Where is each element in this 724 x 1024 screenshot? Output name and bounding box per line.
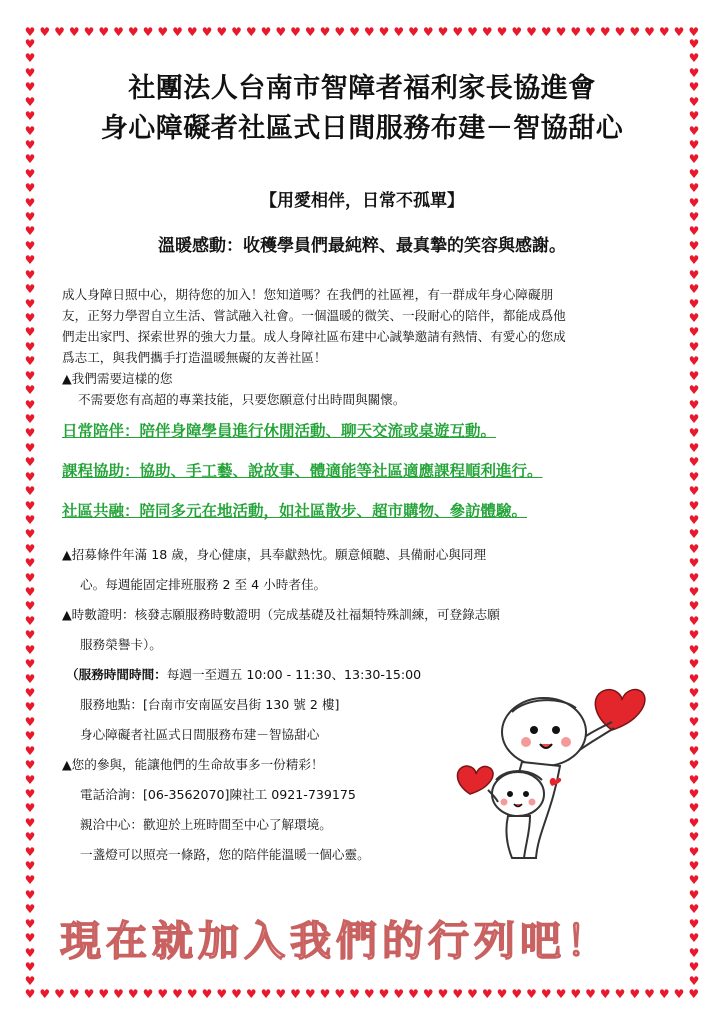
- heart-icon: ♥: [68, 25, 80, 39]
- heart-icon: ♥: [24, 599, 36, 614]
- heart-icon: ♥: [614, 25, 626, 39]
- heart-icon: ♥: [275, 987, 287, 1001]
- heart-icon: ♥: [452, 987, 464, 1001]
- heart-icon: ♥: [54, 987, 65, 1001]
- intro-line: 們走出家門、探索世界的強大力量。成人身障社區布建中心誠摯邀請有熱情、有愛心的您成: [62, 329, 566, 344]
- heart-icon: ♥: [172, 987, 183, 1001]
- heart-icon: ♥: [24, 758, 36, 773]
- heart-icon: ♥: [113, 25, 124, 39]
- heart-icon: ♥: [437, 987, 449, 1001]
- heart-icon: ♥: [24, 94, 36, 109]
- heart-icon: ♥: [540, 987, 552, 1001]
- heart-icon: ♥: [349, 987, 360, 1001]
- heart-icon: ♥: [452, 25, 464, 39]
- heart-icon: ♥: [24, 772, 36, 787]
- heart-icon: ♥: [688, 974, 700, 989]
- heart-icon: ♥: [599, 987, 611, 1001]
- heart-icon: ♥: [24, 613, 36, 628]
- heart-icon: ♥: [83, 987, 95, 1001]
- heart-icon: ♥: [688, 570, 700, 585]
- heart-icon: ♥: [201, 25, 213, 39]
- heart-icon: ♥: [688, 671, 700, 686]
- heart-icon: ♥: [467, 987, 478, 1001]
- heart-icon: ♥: [688, 152, 700, 167]
- heart-icon: ♥: [24, 801, 36, 816]
- heart-icon: ♥: [334, 25, 346, 39]
- heart-icon: ♥: [688, 743, 700, 758]
- intro-line: 成人身障日照中心，期待您的加入！您知道嗎？在我們的社區裡，有一群成年身心障礙朋: [62, 287, 554, 302]
- heart-icon: ♥: [24, 137, 36, 152]
- heart-icon: ♥: [24, 859, 36, 874]
- heart-icon: ♥: [688, 714, 700, 729]
- heart-icon: ♥: [688, 859, 700, 874]
- heart-icon: ♥: [39, 987, 51, 1001]
- heart-icon: ♥: [24, 224, 36, 239]
- heart-icon: ♥: [570, 25, 582, 39]
- heart-icon: ♥: [644, 987, 655, 1001]
- heart-icon: ♥: [24, 960, 36, 974]
- heart-icon: ♥: [24, 512, 36, 527]
- heart-icon: ♥: [688, 80, 700, 95]
- heart-icon: ♥: [24, 685, 36, 700]
- heart-icon: ♥: [688, 628, 700, 643]
- heart-icon: ♥: [688, 786, 700, 801]
- heart-icon: ♥: [186, 987, 198, 1001]
- heart-icon: ♥: [481, 25, 493, 39]
- heart-border-bottom: [24, 988, 700, 1000]
- heart-icon: ♥: [290, 987, 301, 1001]
- heart-icon: ♥: [599, 25, 611, 39]
- heart-icon: ♥: [24, 469, 36, 484]
- heart-border-right: [688, 38, 700, 988]
- visit-center: 親洽中心：歡迎於上班時間至中心了解環境。: [80, 817, 332, 832]
- heart-icon: ♥: [172, 25, 183, 39]
- heart-icon: ♥: [24, 714, 36, 729]
- call-to-action: 現在就加入我們的行列吧！: [60, 917, 612, 965]
- heart-icon: ♥: [688, 181, 700, 196]
- intro-line: 爲志工，與我們攜手打造溫暖無礙的友善社區！: [62, 350, 327, 365]
- heart-icon: ♥: [24, 887, 36, 902]
- heart-icon: ♥: [688, 65, 700, 80]
- heart-icon: ♥: [24, 267, 36, 282]
- heart-icon: ♥: [24, 671, 36, 686]
- conditions-line-2: 心。每週能固定排班服務 2 至 4 小時者佳。: [80, 577, 327, 592]
- heart-icon: ♥: [688, 700, 700, 715]
- heart-icon: ♥: [39, 25, 51, 39]
- heart-icon: ♥: [688, 109, 700, 124]
- heart-icon: ♥: [24, 541, 36, 556]
- heart-icon: ♥: [127, 25, 139, 39]
- heart-icon: ♥: [688, 282, 700, 297]
- heart-icon: ♥: [24, 397, 36, 412]
- heart-icon: ♥: [24, 484, 36, 499]
- heart-icon: ♥: [585, 987, 596, 1001]
- heart-icon: ♥: [24, 411, 36, 426]
- heart-icon: ♥: [24, 556, 36, 571]
- hours-line-1: ▲時數證明：核發志願服務時數證明（完成基礎及社福類特殊訓練，可登錄志願: [62, 607, 500, 622]
- heart-icon: ♥: [688, 325, 700, 340]
- heart-icon: ♥: [245, 987, 257, 1001]
- heart-icon: ♥: [688, 94, 700, 109]
- heart-icon: ♥: [688, 916, 700, 931]
- heart-icon: ♥: [157, 987, 169, 1001]
- role-daily-companion: 日常陪伴：陪伴身障學員進行休閒活動、聊天交流或桌遊互動。: [62, 422, 497, 440]
- heart-icon: ♥: [24, 65, 36, 80]
- heart-icon: ♥: [408, 987, 419, 1001]
- heart-icon: ♥: [24, 80, 36, 95]
- heart-icon: ♥: [511, 987, 523, 1001]
- heart-icon: ♥: [688, 613, 700, 628]
- heart-icon: ♥: [24, 311, 36, 326]
- slogan: 【用愛相伴，日常不孤單】: [260, 191, 464, 211]
- heart-icon: ♥: [24, 657, 36, 672]
- heart-icon: ♥: [688, 873, 700, 888]
- heart-icon: ♥: [688, 123, 700, 138]
- heart-icon: ♥: [688, 296, 700, 311]
- heart-icon: ♥: [688, 440, 700, 455]
- heart-icon: ♥: [24, 339, 36, 354]
- service-location: 服務地點：[台南市安南區安昌街 130 號 2 樓]: [80, 697, 340, 712]
- heart-icon: ♥: [688, 585, 700, 600]
- heart-icon: ♥: [24, 253, 36, 268]
- heart-icon: ♥: [24, 729, 36, 744]
- heart-icon: ♥: [68, 987, 80, 1001]
- heart-icon: ♥: [24, 383, 36, 398]
- org-title: 社團法人台南市智障者福利家長協進會: [128, 73, 596, 104]
- heart-icon: ♥: [688, 887, 700, 902]
- heart-icon: ♥: [688, 137, 700, 152]
- heart-icon: ♥: [688, 37, 700, 51]
- heart-icon: ♥: [334, 987, 346, 1001]
- conditions-line-1: ▲招募條件年滿 18 歲，身心健康，具奉獻熱忱。願意傾聽、具備耐心與同理: [62, 547, 487, 562]
- heart-icon: ♥: [688, 253, 700, 268]
- heart-icon: ♥: [688, 902, 700, 917]
- heart-icon: ♥: [24, 282, 36, 297]
- heart-icon: ♥: [688, 512, 700, 527]
- heart-icon: ♥: [688, 527, 700, 542]
- heart-icon: ♥: [555, 987, 567, 1001]
- heart-icon: ♥: [24, 354, 36, 369]
- heart-icon: ♥: [688, 368, 700, 383]
- heart-icon: ♥: [585, 25, 596, 39]
- heart-icon: ♥: [260, 25, 272, 39]
- heart-icon: ♥: [688, 311, 700, 326]
- heart-icon: ♥: [83, 25, 95, 39]
- heart-icon: ♥: [688, 195, 700, 210]
- heart-icon: ♥: [24, 123, 36, 138]
- tagline: 溫暖感動：收穫學員們最純粹、最真摯的笑容與感謝。: [158, 236, 566, 256]
- heart-icon: ♥: [688, 267, 700, 282]
- phone-contact: 電話洽詢：[06-3562070]陳社工 0921-739175: [80, 787, 356, 802]
- heart-icon: ♥: [24, 37, 36, 51]
- need-detail: 不需要您有高超的專業技能，只要您願意付出時間與關懷。: [78, 392, 406, 407]
- heart-icon: ♥: [363, 987, 375, 1001]
- heart-icon: ♥: [24, 368, 36, 383]
- heart-icon: ♥: [688, 801, 700, 816]
- heart-icon: ♥: [24, 426, 36, 441]
- heart-icon: ♥: [408, 25, 419, 39]
- heart-icon: ♥: [688, 426, 700, 441]
- heart-icon: ♥: [526, 987, 537, 1001]
- participate-line: ▲您的參與，能讓他們的生命故事多一份精彩！: [62, 757, 324, 772]
- heart-icon: ♥: [629, 25, 641, 39]
- heart-icon: ♥: [688, 469, 700, 484]
- need-heading: ▲我們需要這樣的您: [62, 371, 173, 386]
- heart-icon: ♥: [24, 931, 36, 946]
- heart-icon: ♥: [24, 916, 36, 931]
- heart-icon: ♥: [511, 25, 523, 39]
- heart-icon: ♥: [688, 830, 700, 845]
- heart-icon: ♥: [231, 987, 242, 1001]
- heart-border-top: [24, 26, 700, 38]
- heart-icon: ♥: [658, 987, 670, 1001]
- heart-icon: ♥: [688, 411, 700, 426]
- heart-icon: ♥: [24, 642, 36, 657]
- heart-icon: ♥: [688, 25, 700, 39]
- heart-icon: ♥: [54, 25, 65, 39]
- heart-icon: ♥: [688, 685, 700, 700]
- heart-icon: ♥: [142, 25, 154, 39]
- heart-icon: ♥: [24, 830, 36, 845]
- heart-icon: ♥: [688, 498, 700, 513]
- service-org: 身心障礙者社區式日間服務布建－智協甜心: [80, 727, 320, 742]
- role-course-assist: 課程協助：協助、手工藝、說故事、體適能等社區適應課程順利進行。: [62, 462, 543, 480]
- heart-icon: ♥: [216, 987, 228, 1001]
- heart-icon: ♥: [304, 987, 316, 1001]
- heart-icon: ♥: [201, 987, 213, 1001]
- heart-icon: ♥: [688, 354, 700, 369]
- heart-icon: ♥: [24, 109, 36, 124]
- heart-icon: ♥: [496, 25, 508, 39]
- heart-icon: ♥: [688, 772, 700, 787]
- heart-icon: ♥: [673, 25, 685, 39]
- heart-icon: ♥: [24, 570, 36, 585]
- heart-icon: ♥: [24, 181, 36, 196]
- small-heart-icon: [457, 766, 493, 794]
- heart-icon: ♥: [142, 987, 154, 1001]
- heart-icon: ♥: [24, 498, 36, 513]
- heart-icon: ♥: [658, 25, 670, 39]
- heart-icon: ♥: [688, 51, 700, 66]
- heart-icon: ♥: [231, 25, 242, 39]
- heart-icon: ♥: [24, 296, 36, 311]
- heart-icon: ♥: [24, 527, 36, 542]
- heart-icon: ♥: [186, 25, 198, 39]
- heart-icon: ♥: [24, 166, 36, 181]
- heart-icon: ♥: [496, 987, 508, 1001]
- intro-line: 友，正努力學習自立生活、嘗試融入社會。一個溫暖的微笑、一段耐心的陪伴，都能成爲他: [62, 308, 566, 323]
- heart-icon: ♥: [555, 25, 567, 39]
- heart-icon: ♥: [290, 25, 301, 39]
- heart-icon: ♥: [688, 844, 700, 859]
- heart-icon: ♥: [245, 25, 257, 39]
- heart-icon: ♥: [688, 729, 700, 744]
- heart-icon: ♥: [688, 484, 700, 499]
- heart-icon: ♥: [24, 902, 36, 917]
- heart-icon: ♥: [422, 25, 434, 39]
- heart-icon: ♥: [688, 556, 700, 571]
- heart-icon: ♥: [688, 224, 700, 239]
- heart-icon: ♥: [98, 987, 110, 1001]
- heart-icon: ♥: [24, 325, 36, 340]
- heart-icon: ♥: [24, 628, 36, 643]
- heart-icon: ♥: [570, 987, 582, 1001]
- heart-icon: ♥: [688, 541, 700, 556]
- heart-icon: ♥: [688, 758, 700, 773]
- heart-icon: ♥: [98, 25, 110, 39]
- heart-icon: ♥: [688, 815, 700, 830]
- heart-icon: ♥: [467, 25, 478, 39]
- heart-icon: ♥: [24, 987, 36, 1001]
- hours-line-2: 服務榮譽卡）。: [80, 637, 162, 652]
- heart-icon: ♥: [393, 987, 405, 1001]
- heart-icon: ♥: [422, 987, 434, 1001]
- heart-icon: ♥: [24, 238, 36, 253]
- heart-icon: ♥: [24, 815, 36, 830]
- heart-icon: ♥: [24, 152, 36, 167]
- heart-icon: ♥: [688, 945, 700, 960]
- heart-icon: ♥: [688, 397, 700, 412]
- service-time-label: （服務時間時間：: [66, 667, 167, 682]
- heart-icon: ♥: [24, 51, 36, 66]
- heart-icon: ♥: [127, 987, 139, 1001]
- heart-icon: ♥: [349, 25, 360, 39]
- heart-border-left: [24, 38, 36, 988]
- heart-icon: ♥: [688, 455, 700, 470]
- heart-icon: ♥: [363, 25, 375, 39]
- intro-paragraph: [62, 284, 662, 368]
- heart-icon: ♥: [24, 786, 36, 801]
- heart-icon: ♥: [688, 238, 700, 253]
- heart-icon: ♥: [688, 931, 700, 946]
- heart-icon: ♥: [688, 166, 700, 181]
- heart-icon: ♥: [24, 700, 36, 715]
- heart-icon: ♥: [24, 455, 36, 470]
- heart-icon: ♥: [24, 210, 36, 225]
- heart-icon: ♥: [688, 657, 700, 672]
- heart-icon: ♥: [319, 987, 331, 1001]
- heart-icon: ♥: [319, 25, 331, 39]
- heart-icon: ♥: [614, 987, 626, 1001]
- heart-icon: ♥: [24, 585, 36, 600]
- heart-icon: ♥: [673, 987, 685, 1001]
- service-time-value: 每週一至週五 10:00 - 11:30、13:30-15:00: [166, 667, 422, 682]
- heart-icon: ♥: [540, 25, 552, 39]
- heart-icon: ♥: [24, 974, 36, 989]
- heart-icon: ♥: [378, 987, 390, 1001]
- heart-icon: ♥: [688, 987, 700, 1001]
- heart-icon: ♥: [24, 844, 36, 859]
- heart-icon: ♥: [24, 743, 36, 758]
- heart-icon: ♥: [629, 987, 641, 1001]
- heart-icon: ♥: [644, 25, 655, 39]
- big-heart-icon: [595, 690, 645, 730]
- program-title: 身心障礙者社區式日間服務布建－智協甜心: [100, 113, 624, 144]
- heart-icon: ♥: [378, 25, 390, 39]
- heart-icon: ♥: [304, 25, 316, 39]
- heart-icon: ♥: [688, 210, 700, 225]
- heart-icon: ♥: [113, 987, 124, 1001]
- heart-icon: ♥: [393, 25, 405, 39]
- heart-icon: ♥: [157, 25, 169, 39]
- heart-icon: ♥: [24, 195, 36, 210]
- heart-icon: ♥: [260, 987, 272, 1001]
- heart-icon: ♥: [688, 642, 700, 657]
- heart-icon: ♥: [481, 987, 493, 1001]
- heart-icon: ♥: [24, 873, 36, 888]
- heart-icon: ♥: [526, 25, 537, 39]
- heart-icon: ♥: [24, 945, 36, 960]
- heart-icon: ♥: [688, 339, 700, 354]
- heart-icon: ♥: [24, 25, 36, 39]
- heart-icon: ♥: [688, 383, 700, 398]
- heart-icon: ♥: [688, 960, 700, 974]
- heart-icon: ♥: [216, 25, 228, 39]
- heart-icon: ♥: [437, 25, 449, 39]
- mascot-illustration: [452, 682, 648, 866]
- role-community-inclusion: 社區共融：陪同多元在地活動，如社區散步、超市購物、參訪體驗。: [62, 502, 528, 520]
- closing-line: 一盞燈可以照亮一條路，您的陪伴能溫暖一個心靈。: [80, 847, 370, 862]
- heart-icon: ♥: [24, 440, 36, 455]
- heart-icon: ♥: [688, 599, 700, 614]
- heart-icon: ♥: [275, 25, 287, 39]
